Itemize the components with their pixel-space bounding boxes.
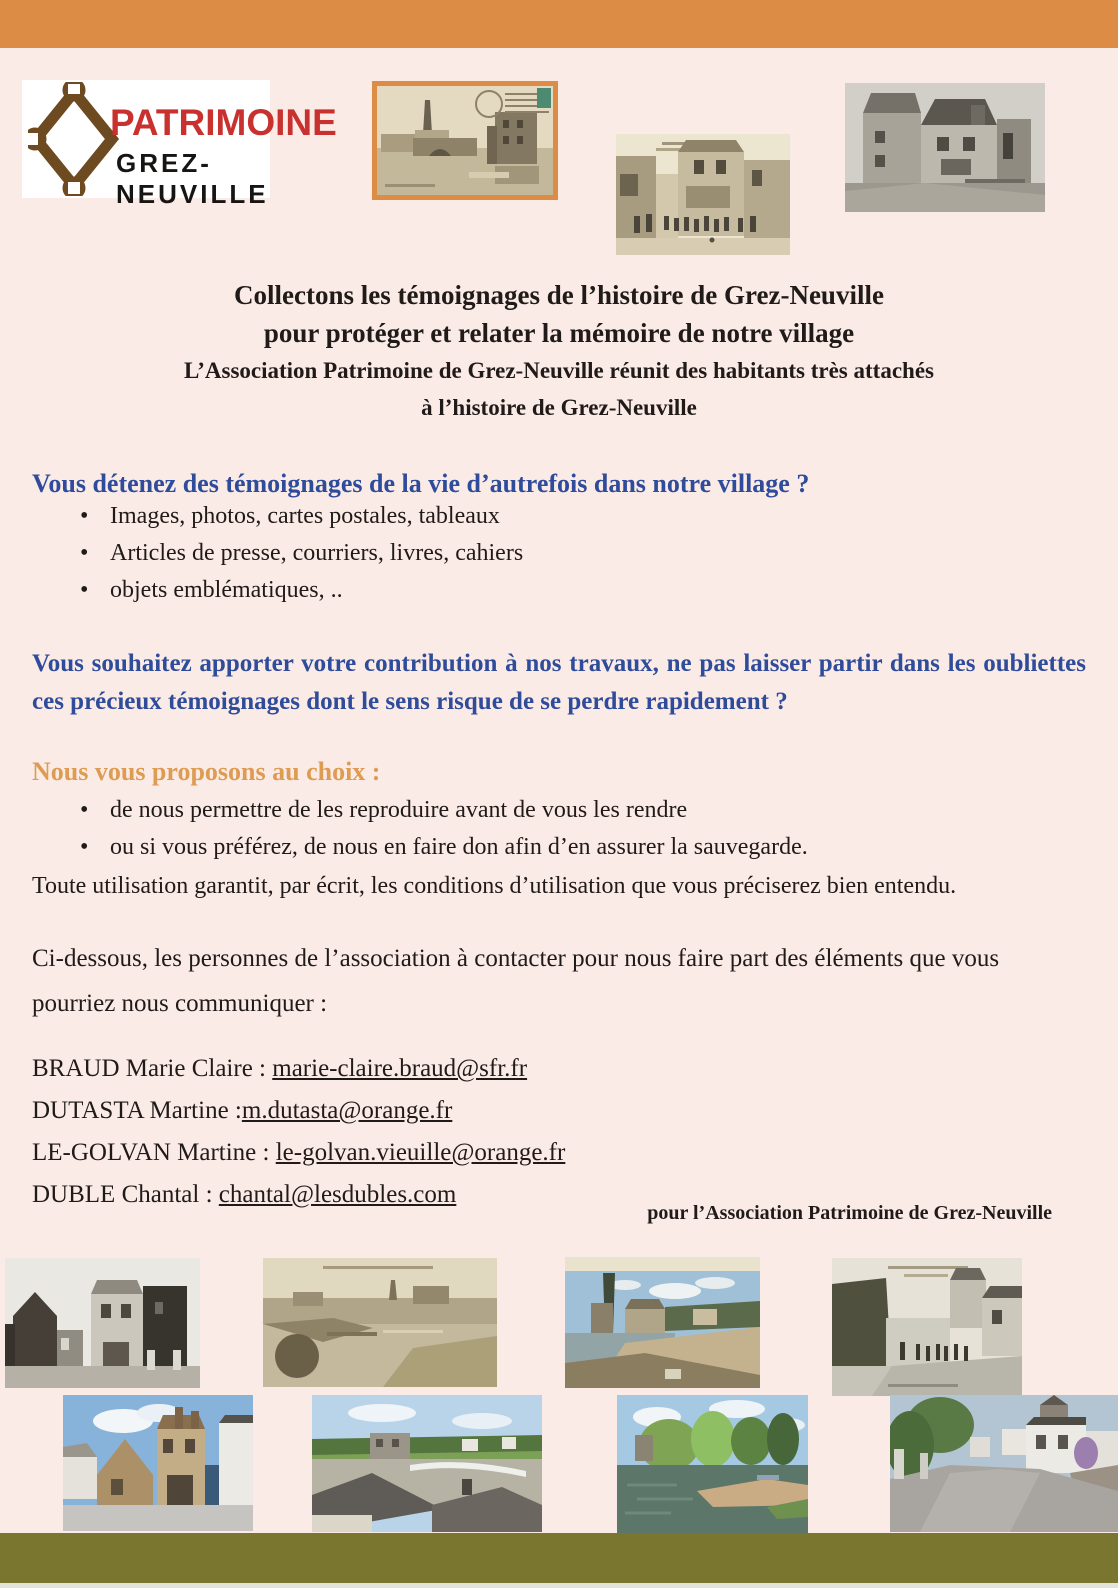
old-postcard-main-street-crowd: [616, 134, 790, 255]
contact-separator: :: [199, 1181, 219, 1208]
old-photo-stone-houses: [845, 83, 1045, 212]
logo-subtitle: GREZ-NEUVILLE: [116, 148, 269, 209]
detain-bullet-list: [56, 498, 523, 609]
paragraph-toute-utilisation: Toute utilisation garantit, par écrit, les conditions d’utilisation que vous préciserez bien entendu.: [32, 873, 957, 899]
modern-photo-village-square: [63, 1395, 253, 1531]
propose-bullet-list: [56, 792, 808, 866]
association-logo: [22, 80, 337, 209]
modern-photo-mill-and-weir: [312, 1395, 542, 1532]
modern-photo-village-road: [890, 1395, 1118, 1532]
paragraph-contact-intro: Ci-dessous, les personnes de l’association à contacter pour nous faire part des éléments que vous pourriez nous communiquer :: [32, 945, 1000, 1017]
contact-email-link[interactable]: le-golvan.vieuille@orange.fr: [275, 1139, 566, 1166]
logo-title: PATRIMOINE: [110, 102, 337, 143]
bottom-olive-bar: [0, 1533, 1118, 1583]
contact-email-link[interactable]: chantal@lesdubles.com: [218, 1181, 457, 1208]
colorized-postcard-bridge-and-mills: [565, 1257, 760, 1388]
contact-name: LE-GOLVAN Martine: [32, 1139, 257, 1166]
contact-name: BRAUD Marie Claire: [32, 1055, 253, 1082]
old-postcard-church-street: [832, 1258, 1022, 1396]
bottom-light-strip: [0, 1583, 1118, 1588]
contact-name: DUTASTA Martine: [32, 1097, 229, 1124]
contact-row: [32, 1174, 565, 1216]
title-line-1: Collectons les témoignages de l’histoire de Grez-Neuville: [234, 280, 884, 310]
list-item: • Images, photos, cartes postales, tableaux: [80, 498, 523, 535]
list-item: • Articles de presse, courriers, livres, cahiers: [80, 535, 523, 572]
title-line-3: L’Association Patrimoine de Grez-Neuville réunit des habitants très attachés: [184, 358, 934, 383]
list-item: • de nous permettre de les reproduire avant de vous les rendre: [80, 792, 808, 829]
old-postcard-church-and-mill: [372, 81, 558, 200]
contact-list: [32, 1048, 565, 1216]
heading-vous-detenez: Vous détenez des témoignages de la vie d’autrefois dans notre village ?: [32, 469, 810, 498]
contact-email-link[interactable]: marie-claire.braud@sfr.fr: [272, 1055, 528, 1082]
paragraph-vous-souhaitez: Vous souhaitez apporter votre contribution à nos travaux, ne pas laisser partir dans les oubliettes ces précieux témoignages dont le sens risque de se perdre rapidement ?: [32, 650, 1086, 715]
contact-separator: :: [228, 1097, 242, 1124]
old-photo-street-corner: [5, 1258, 200, 1388]
contact-row: [32, 1048, 565, 1090]
top-orange-bar: [0, 0, 1118, 48]
heading-nous-proposons: Nous vous proposons au choix :: [32, 757, 381, 786]
contact-row: [32, 1132, 565, 1174]
contact-name: DUBLE Chantal: [32, 1181, 200, 1208]
contact-separator: :: [252, 1055, 273, 1082]
modern-photo-river-beach: [617, 1395, 808, 1533]
page-title: [0, 276, 1118, 426]
contact-row: [32, 1090, 565, 1132]
contact-separator: :: [256, 1139, 276, 1166]
diamond-knot-icon: [28, 82, 120, 201]
title-line-4: à l’histoire de Grez-Neuville: [421, 395, 697, 420]
list-item: • ou si vous préférez, de nous en faire don afin d’en assurer la sauvegarde.: [80, 829, 808, 866]
contact-email-link[interactable]: m.dutasta@orange.fr: [241, 1097, 453, 1124]
signature-line: pour l’Association Patrimoine de Grez-Neuville: [647, 1202, 1052, 1224]
title-line-2: pour protéger et relater la mémoire de notre village: [263, 318, 855, 348]
list-item: • objets emblématiques, ..: [80, 572, 523, 609]
old-postcard-river-panorama: [263, 1258, 497, 1387]
